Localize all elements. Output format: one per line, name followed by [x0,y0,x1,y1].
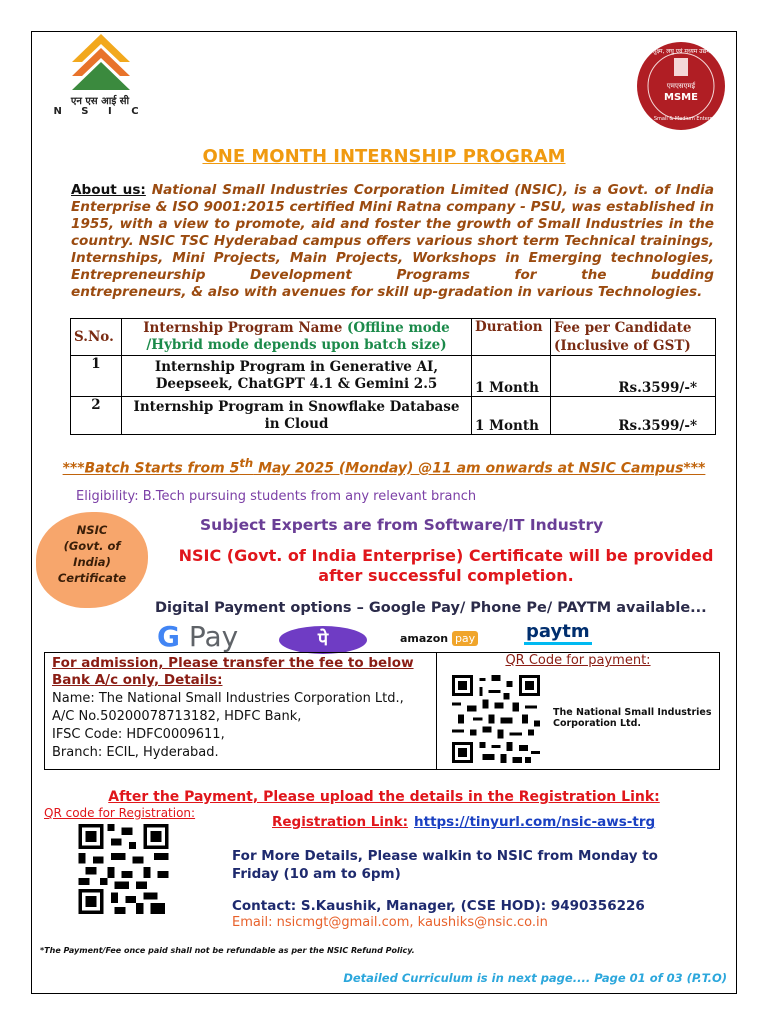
bank-account: A/C No.50200078713182, HDFC Bank, [52,709,302,724]
logo-hindi-text: एन एस आई सी [70,96,130,107]
bank-details [52,690,432,762]
email-info [232,915,548,930]
about-paragraph [71,182,714,284]
col-fee: Fee per Candidate (Inclusive of GST) [551,319,716,356]
amazon-pay-logo [400,632,478,645]
msme-seal [635,40,727,132]
seal-top-text: सूक्ष्म, लघु एवं मध्यम उद्यम [652,48,710,55]
row-program-name: Internship Program in Generative AI, Deepseek, ChatGPT 4.1 & Gemini 2.5 [122,356,472,397]
table-row [71,356,716,397]
payment-qr-code [452,674,540,764]
badge-line: India) [73,555,111,569]
badge-line: NSIC [76,523,108,537]
about-text: National Small Industries Corporation Limited (NSIC), is a Govt. of India Enterprise & ISO 9001:2015 certified Mini Ratna company - PSU, was established in 1955, with a view to promote, aid and foster the growth of Small Industries in the country. NSIC TSC Hyderabad campus offers various short term Technical trainings, Internships, Mini Projects, Main Projects, Workshops in Emerging technologies, Entrepreneurship Development Programs for the budding [71,182,714,283]
row-duration: 1 Month [472,397,551,435]
registration-qr-code [76,824,171,914]
page-title: ONE MONTH INTERNSHIP PROGRAM [202,146,566,167]
admission-heading: For admission, Please transfer the fee to below Bank A/c only, Details: [52,655,414,688]
registration-qr-label: QR code for Registration: [44,806,196,820]
amazon-text: amazon [400,632,449,645]
about-last-line: entrepreneurs, & also with avenues for skill up-gradation in various Technologies. [71,284,703,300]
row-sno: 1 [71,356,122,397]
bank-branch: Branch: ECIL, Hyderabad. [52,745,219,760]
gpay-g: G [157,620,180,653]
col-duration: Duration [472,319,551,356]
about-label: About us: [71,182,146,198]
col-program-name [122,319,472,356]
row-program-name: Internship Program in Snowflake Database in Cloud [122,397,472,435]
email-link-2[interactable]: kaushiks@nsic.co.in [417,915,548,930]
batch-suffix: May 2025 (Monday) @11 am onwards at NSIC Campus*** [253,460,706,477]
seal-msme-text: MSME [664,92,698,103]
table-header-row [71,319,716,356]
batch-start-note [0,456,768,477]
registration-link-label: Registration Link: [272,814,408,830]
col-program-mode: (Offline mode /Hybrid mode depends upon batch size) [146,320,450,353]
row-fee: Rs.3599/-* [551,356,716,397]
badge-line: Certificate [57,571,127,585]
row-fee: Rs.3599/-* [551,397,716,435]
col-program-name-label: Internship Program Name [143,320,343,336]
footer-note: Detailed Curriculum is in next page.... Page 01 of 03 (P.T.O) [343,971,727,985]
email-label: Email: [232,915,277,930]
batch-prefix: ***Batch Starts from 5 [62,460,240,477]
more-details-note: For More Details, Please walkin to NSIC from Monday to Friday (10 am to 6pm) [232,848,658,882]
digital-payment-note: Digital Payment options – Google Pay/ Phone Pe/ PAYTM available... [155,600,707,616]
experts-note: Subject Experts are from Software/IT Industry [200,516,604,534]
google-pay-logo [157,620,238,653]
gpay-text: Pay [188,620,239,653]
after-payment-note: After the Payment, Please upload the details in the Registration Link: [108,789,660,805]
contact-info: Contact: S.Kaushik, Manager, (CSE HOD): 9490356226 [232,898,645,914]
seal-bottom-text: Micro, Small & Medium Enterprises [637,116,725,122]
bank-name: Name: The National Small Industries Corporation Ltd., [52,691,404,706]
logo-english-text: N S I C [53,106,147,117]
amazon-pay-text: pay [452,631,478,646]
registration-link[interactable]: https://tinyurl.com/nsic-aws-trg [414,814,656,830]
paytm-logo: paytm [524,621,592,645]
bank-ifsc: IFSC Code: HDFC0009611, [52,727,225,742]
row-sno: 2 [71,397,122,435]
payment-qr-corp-name: The National Small Industries Corporation Ltd. [553,707,712,729]
batch-sup: th [239,456,254,470]
program-table [70,318,716,435]
email-separator: , [409,915,418,930]
table-row [71,397,716,435]
phonepe-logo: पे [279,626,367,654]
seal-hindi-text: एमएसएमई [666,82,696,90]
col-sno: S.No. [71,319,122,356]
payment-qr-label: QR Code for payment: [505,653,651,668]
row-duration: 1 Month [472,356,551,397]
badge-line: (Govt. of [63,539,121,553]
refund-policy-note: *The Payment/Fee once paid shall not be refundable as per the NSIC Refund Policy. [40,946,415,955]
certificate-note: NSIC (Govt. of India Enterprise) Certificate will be provided after successful completion. [178,546,714,585]
email-link-1[interactable]: nsicmgt@gmail.com [276,915,410,930]
eligibility-text: Eligibility: B.Tech pursuing students from any relevant branch [76,489,477,504]
